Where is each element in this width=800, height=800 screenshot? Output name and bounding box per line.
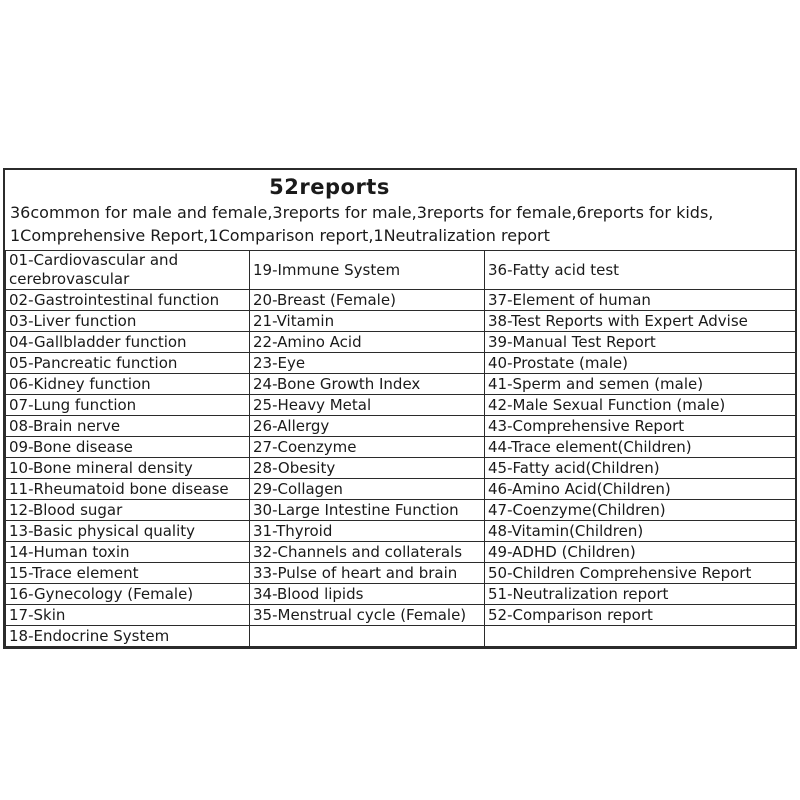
- report-cell: [485, 626, 796, 647]
- table-row: [6, 395, 796, 416]
- report-cell: 38-Test Reports with Expert Advise: [485, 311, 796, 332]
- report-cell: 39-Manual Test Report: [485, 332, 796, 353]
- report-cell: 47-Coenzyme(Children): [485, 500, 796, 521]
- report-cell: 34-Blood lipids: [250, 584, 485, 605]
- table-row: [6, 605, 796, 626]
- report-cell: 05-Pancreatic function: [6, 353, 250, 374]
- report-cell: 15-Trace element: [6, 563, 250, 584]
- report-cell: 12-Blood sugar: [6, 500, 250, 521]
- report-cell: 25-Heavy Metal: [250, 395, 485, 416]
- report-cell: 28-Obesity: [250, 458, 485, 479]
- report-cell: 19-Immune System: [250, 251, 485, 290]
- reports-sheet: [3, 168, 797, 649]
- table-row: [6, 251, 796, 290]
- report-cell: 52-Comparison report: [485, 605, 796, 626]
- table-row: [6, 437, 796, 458]
- report-cell: 35-Menstrual cycle (Female): [250, 605, 485, 626]
- report-cell: 36-Fatty acid test: [485, 251, 796, 290]
- report-cell: 20-Breast (Female): [250, 290, 485, 311]
- report-cell: 37-Element of human: [485, 290, 796, 311]
- sheet-header: [5, 170, 795, 250]
- report-cell: 18-Endocrine System: [6, 626, 250, 647]
- table-row: [6, 416, 796, 437]
- report-cell: 06-Kidney function: [6, 374, 250, 395]
- report-cell: 11-Rheumatoid bone disease: [6, 479, 250, 500]
- report-cell: 29-Collagen: [250, 479, 485, 500]
- report-cell: 24-Bone Growth Index: [250, 374, 485, 395]
- report-cell: 07-Lung function: [6, 395, 250, 416]
- summary-line-1: 36common for male and female,3reports for male,3reports for female,6reports for kids,: [10, 203, 714, 222]
- report-cell: 26-Allergy: [250, 416, 485, 437]
- report-cell: 17-Skin: [6, 605, 250, 626]
- report-cell: 50-Children Comprehensive Report: [485, 563, 796, 584]
- table-row: [6, 353, 796, 374]
- report-cell: 40-Prostate (male): [485, 353, 796, 374]
- report-cell: 31-Thyroid: [250, 521, 485, 542]
- report-cell: 10-Bone mineral density: [6, 458, 250, 479]
- report-cell: 13-Basic physical quality: [6, 521, 250, 542]
- table-row: [6, 479, 796, 500]
- report-cell: 43-Comprehensive Report: [485, 416, 796, 437]
- table-row: [6, 374, 796, 395]
- report-cell: 02-Gastrointestinal function: [6, 290, 250, 311]
- report-cell: 30-Large Intestine Function: [250, 500, 485, 521]
- report-cell: 09-Bone disease: [6, 437, 250, 458]
- table-row: [6, 458, 796, 479]
- report-cell: 16-Gynecology (Female): [6, 584, 250, 605]
- report-cell: 22-Amino Acid: [250, 332, 485, 353]
- report-cell: 01-Cardiovascular and cerebrovascular: [6, 251, 250, 290]
- table-row: [6, 311, 796, 332]
- table-row: [6, 332, 796, 353]
- report-cell: 14-Human toxin: [6, 542, 250, 563]
- report-cell: 27-Coenzyme: [250, 437, 485, 458]
- report-cell: 44-Trace element(Children): [485, 437, 796, 458]
- summary-line-2: 1Comprehensive Report,1Comparison report,1Neutralization report: [10, 226, 550, 245]
- table-row: [6, 626, 796, 647]
- table-row: [6, 563, 796, 584]
- report-cell: 48-Vitamin(Children): [485, 521, 796, 542]
- report-cell: 41-Sperm and semen (male): [485, 374, 796, 395]
- report-cell: 42-Male Sexual Function (male): [485, 395, 796, 416]
- report-cell: 46-Amino Acid(Children): [485, 479, 796, 500]
- page-title: 52reports: [269, 175, 390, 199]
- report-cell: 08-Brain nerve: [6, 416, 250, 437]
- report-cell: 23-Eye: [250, 353, 485, 374]
- table-row: [6, 542, 796, 563]
- report-cell: 45-Fatty acid(Children): [485, 458, 796, 479]
- report-cell: 21-Vitamin: [250, 311, 485, 332]
- table-row: [6, 290, 796, 311]
- table-row: [6, 500, 796, 521]
- report-cell: [250, 626, 485, 647]
- report-cell: 04-Gallbladder function: [6, 332, 250, 353]
- table-row: [6, 521, 796, 542]
- table-row: [6, 584, 796, 605]
- report-cell: 51-Neutralization report: [485, 584, 796, 605]
- report-cell: 03-Liver function: [6, 311, 250, 332]
- report-cell: 32-Channels and collaterals: [250, 542, 485, 563]
- report-summary: [10, 201, 791, 247]
- report-cell: 49-ADHD (Children): [485, 542, 796, 563]
- reports-table: [5, 250, 796, 647]
- report-cell: 33-Pulse of heart and brain: [250, 563, 485, 584]
